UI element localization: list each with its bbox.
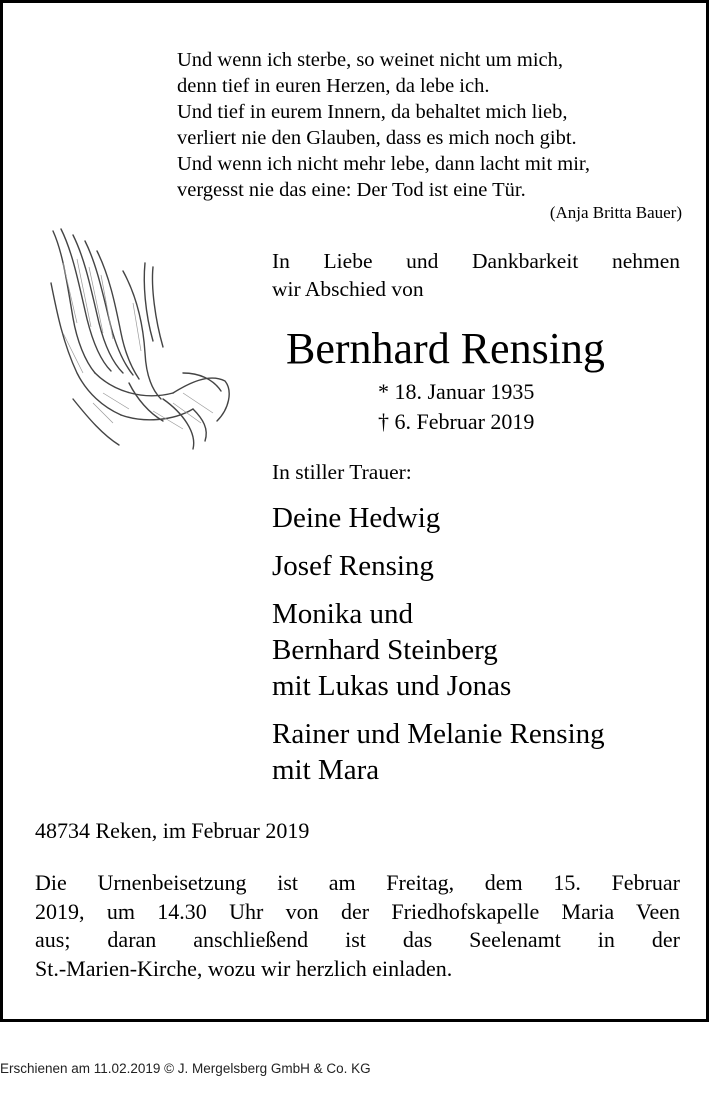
mourner-name: mit Mara <box>272 754 380 786</box>
poem-line: Und wenn ich sterbe, so weinet nicht um mich, <box>177 49 563 71</box>
death-date: † 6. Februar 2019 <box>378 409 535 434</box>
publication-footer: Erschienen am 11.02.2019 © J. Mergelsberg GmbH & Co. KG <box>0 1061 371 1076</box>
birth-date: * 18. Januar 1935 <box>378 379 535 404</box>
praying-hands-icon <box>33 223 233 453</box>
mourner-name: mit Lukas und Jonas <box>272 670 512 702</box>
poem-line: Und wenn ich nicht mehr lebe, dann lacht mit mir, <box>177 153 591 175</box>
poem <box>177 47 682 225</box>
mourner-name: Rainer und Melanie Rensing <box>272 718 605 750</box>
life-dates <box>378 377 534 437</box>
mourner-group <box>272 500 605 536</box>
poem-line: Und tief in eurem Innern, da behaltet mich lieb, <box>177 101 568 123</box>
funeral-line: 2019, um 14.30 Uhr von der Friedhofskapelle Maria Veen <box>35 898 680 924</box>
funeral-notice <box>35 869 680 983</box>
funeral-line: Die Urnenbeisetzung ist am Freitag, dem 15. Februar <box>35 870 680 895</box>
intro-line: wir Abschied von <box>272 277 424 301</box>
mourner-group <box>272 596 605 704</box>
intro-line: In Liebe und Dankbarkeit nehmen <box>272 249 680 273</box>
poem-line: vergesst nie das eine: Der Tod ist eine Tür. <box>177 179 526 201</box>
funeral-line: St.-Marien-Kirche, wozu wir herzlich einladen. <box>35 955 453 981</box>
poem-author: (Anja Britta Bauer) <box>549 203 682 222</box>
place-date: 48734 Reken, im Februar 2019 <box>35 818 310 843</box>
poem-line: verliert nie den Glauben, dass es mich noch gibt. <box>177 127 577 149</box>
funeral-line: aus; daran anschließend ist das Seelenamt in der <box>35 927 680 952</box>
poem-line: denn tief in euren Herzen, da lebe ich. <box>177 75 490 97</box>
mourners-list <box>272 500 605 800</box>
deceased-name: Bernhard Rensing <box>286 324 605 373</box>
mourner-name: Monika und <box>272 598 413 630</box>
mourner-group <box>272 548 605 584</box>
mourner-name: Josef Rensing <box>272 550 434 582</box>
mourning-label: In stiller Trauer: <box>272 460 412 484</box>
intro-text <box>272 247 680 303</box>
mourner-name: Bernhard Steinberg <box>272 634 498 666</box>
mourner-name: Deine Hedwig <box>272 502 441 534</box>
mourner-group <box>272 716 605 788</box>
